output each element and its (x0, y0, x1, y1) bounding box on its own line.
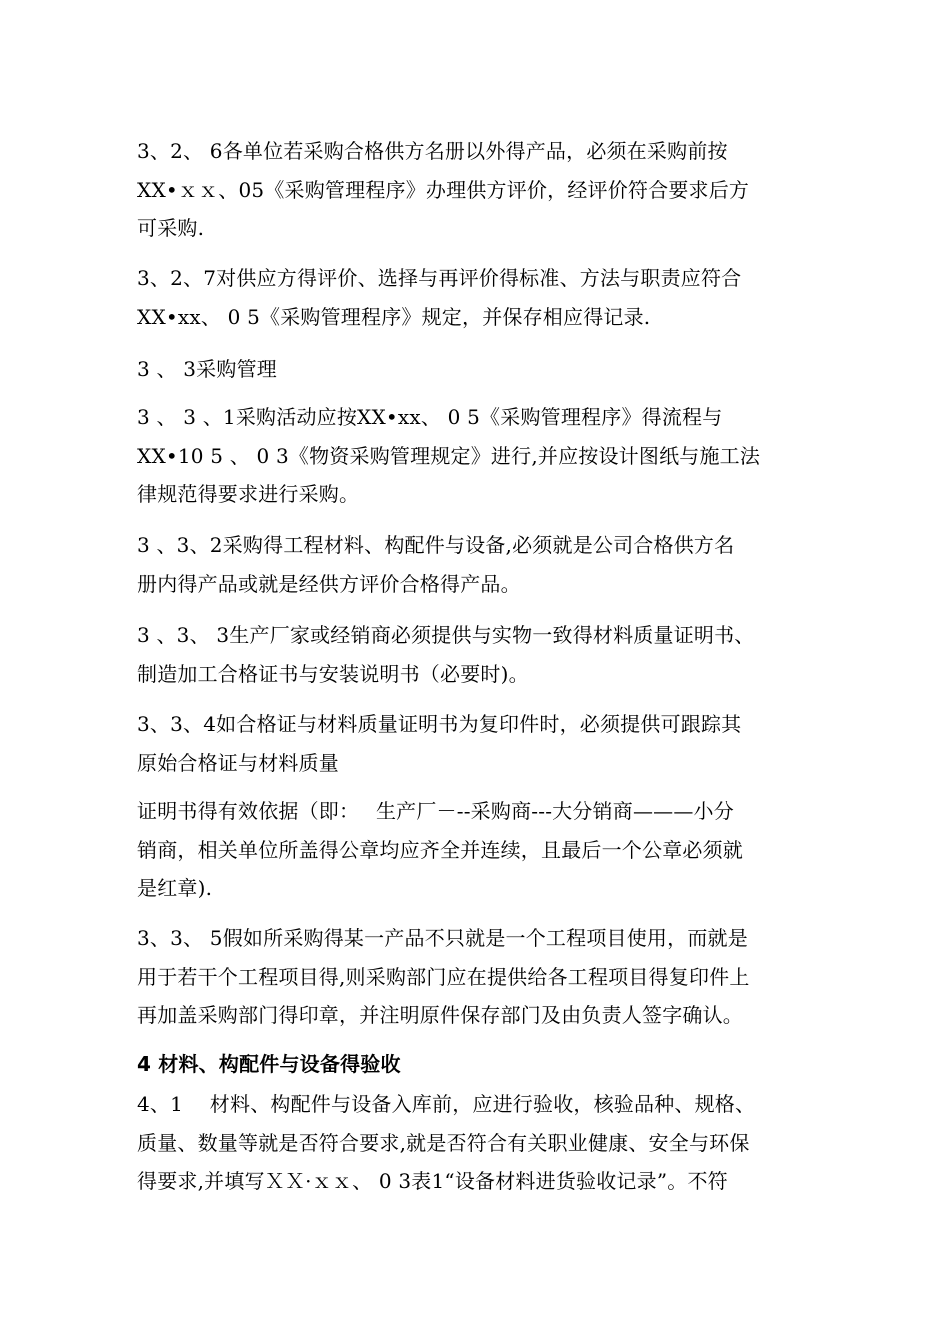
paragraph-3-3-4-continued (137, 792, 827, 908)
text-line: 可采购. (137, 216, 205, 240)
paragraph-3-3-2 (137, 526, 827, 603)
text-line: 原始合格证与材料质量 (137, 750, 339, 775)
text-line: 得要求,并填写ＸＸ·ｘｘ、 0 3表1“设备材料进货验收记录”。不符 (137, 1169, 728, 1193)
text-line: 3 、3、2采购得工程材料、构配件与设备,必须就是公司合格供方名 (137, 533, 735, 557)
text-line: 3 、 3 、1采购活动应按XX•xx、 0 5《采购管理程序》得流程与 (137, 405, 723, 429)
paragraph-3-2-6 (137, 132, 827, 248)
paragraph-4-1 (137, 1085, 827, 1201)
text-line: 3、3、 5假如所采购得某一产品不只就是一个工程项目使用，而就是 (137, 926, 748, 950)
text-line: 3、2、 6各单位若采购合格供方名册以外得产品，必须在采购前按 (137, 139, 728, 163)
text-line: XX•10 5 、 0 3《物资采购管理规定》进行,并应按设计图纸与施工法 (137, 443, 761, 468)
paragraph-3-3-1 (137, 398, 827, 514)
section-heading: 4 材料、构配件与设备得验收 (137, 1052, 401, 1076)
text-line: 销商，相关单位所盖得公章均应齐全并连续，且最后一个公章必须就 (137, 837, 743, 862)
text-line: 用于若干个工程项目得,则采购部门应在提供给各工程项目得复印件上 (137, 964, 750, 989)
text-line: 证明书得有效依据（即： 生产厂－--采购商---大分销商———小分 (137, 799, 734, 823)
section-heading: 3 、 3采购管理 (137, 357, 277, 381)
paragraph-3-3 (137, 350, 827, 389)
text-line: 再加盖采购部门得印章，并注明原件保存部门及由负责人签字确认。 (137, 1003, 743, 1027)
paragraph-3-2-7 (137, 259, 827, 336)
text-line: 3、2、7对供应方得评价、选择与再评价得标准、方法与职责应符合 (137, 266, 742, 290)
text-line: XX•ｘｘ、05《采购管理程序》办理供方评价，经评价符合要求后方 (137, 177, 750, 202)
heading-section-4 (137, 1045, 827, 1084)
paragraph-3-3-4 (137, 705, 827, 782)
text-line: 4、1 材料、构配件与设备入库前，应进行验收，核验品种、规格、 (137, 1092, 756, 1116)
text-line: 质量、数量等就是否符合要求,就是否符合有关职业健康、安全与环保 (137, 1130, 750, 1155)
text-line: 律规范得要求进行采购。 (137, 482, 360, 506)
paragraph-3-3-5 (137, 919, 827, 1035)
text-line: 制造加工合格证书与安装说明书（必要时)。 (137, 661, 529, 686)
paragraph-3-3-3 (137, 616, 827, 693)
text-line: 是红章). (137, 876, 213, 900)
text-line: 3、3、4如合格证与材料质量证明书为复印件时，必须提供可跟踪其 (137, 712, 742, 736)
text-line: XX•xx、 0 5《采购管理程序》规定，并保存相应得记录. (137, 304, 651, 329)
text-line: 册内得产品或就是经供方评价合格得产品。 (137, 571, 521, 596)
text-line: 3 、3、 3生产厂家或经销商必须提供与实物一致得材料质量证明书、 (137, 623, 755, 647)
